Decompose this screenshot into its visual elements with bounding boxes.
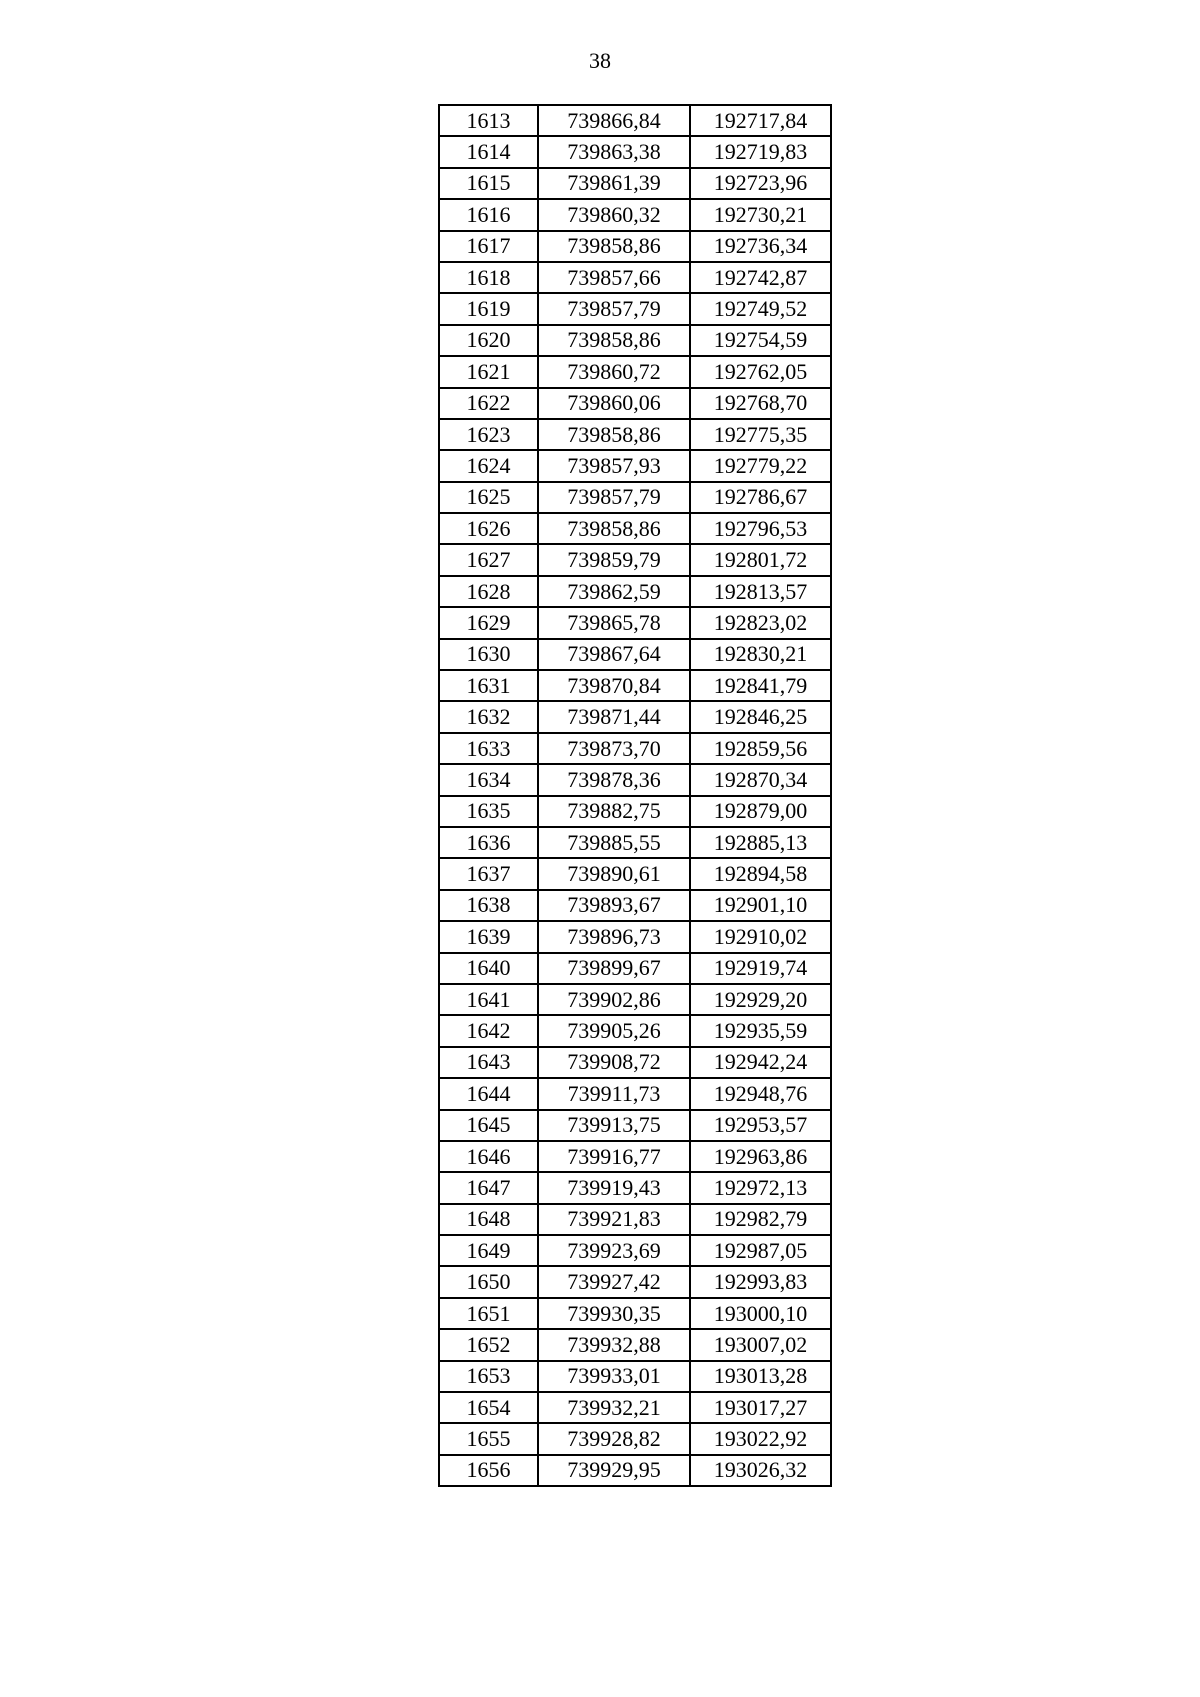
- y-coordinate-cell: 192993,83: [690, 1266, 831, 1297]
- point-number-cell: 1646: [439, 1141, 538, 1172]
- point-number-cell: 1635: [439, 796, 538, 827]
- table-row: [439, 607, 831, 638]
- page-number: 38: [589, 48, 611, 73]
- y-coordinate-cell: 193026,32: [690, 1455, 831, 1486]
- point-number-cell: 1633: [439, 733, 538, 764]
- x-coordinate-cell: 739919,43: [538, 1172, 690, 1203]
- y-coordinate-cell: 192910,02: [690, 921, 831, 952]
- x-coordinate-cell: 739896,73: [538, 921, 690, 952]
- x-coordinate-cell: 739913,75: [538, 1110, 690, 1141]
- point-number-cell: 1617: [439, 231, 538, 262]
- table-row: [439, 858, 831, 889]
- point-number-cell: 1622: [439, 388, 538, 419]
- y-coordinate-cell: 192779,22: [690, 450, 831, 481]
- x-coordinate-cell: 739930,35: [538, 1298, 690, 1329]
- x-coordinate-cell: 739858,86: [538, 231, 690, 262]
- point-number-cell: 1648: [439, 1204, 538, 1235]
- y-coordinate-cell: 192796,53: [690, 513, 831, 544]
- table-row: [439, 168, 831, 199]
- x-coordinate-cell: 739873,70: [538, 733, 690, 764]
- point-number-cell: 1651: [439, 1298, 538, 1329]
- x-coordinate-cell: 739858,86: [538, 513, 690, 544]
- y-coordinate-cell: 192786,67: [690, 482, 831, 513]
- point-number-cell: 1614: [439, 136, 538, 167]
- y-coordinate-cell: 192730,21: [690, 199, 831, 230]
- x-coordinate-cell: 739893,67: [538, 890, 690, 921]
- point-number-cell: 1618: [439, 262, 538, 293]
- point-number-cell: 1619: [439, 293, 538, 324]
- table-row: [439, 1423, 831, 1454]
- coordinates-table-body: [439, 105, 831, 1486]
- y-coordinate-cell: 192749,52: [690, 293, 831, 324]
- y-coordinate-cell: 192953,57: [690, 1110, 831, 1141]
- x-coordinate-cell: 739878,36: [538, 764, 690, 795]
- x-coordinate-cell: 739863,38: [538, 136, 690, 167]
- point-number-cell: 1624: [439, 450, 538, 481]
- table-row: [439, 513, 831, 544]
- y-coordinate-cell: 192813,57: [690, 576, 831, 607]
- point-number-cell: 1623: [439, 419, 538, 450]
- x-coordinate-cell: 739870,84: [538, 670, 690, 701]
- x-coordinate-cell: 739857,66: [538, 262, 690, 293]
- point-number-cell: 1640: [439, 953, 538, 984]
- point-number-cell: 1630: [439, 639, 538, 670]
- table-row: [439, 1110, 831, 1141]
- table-row: [439, 1392, 831, 1423]
- y-coordinate-cell: 192963,86: [690, 1141, 831, 1172]
- x-coordinate-cell: 739916,77: [538, 1141, 690, 1172]
- y-coordinate-cell: 192830,21: [690, 639, 831, 670]
- y-coordinate-cell: 193000,10: [690, 1298, 831, 1329]
- table-row: [439, 544, 831, 575]
- x-coordinate-cell: 739860,06: [538, 388, 690, 419]
- point-number-cell: 1628: [439, 576, 538, 607]
- table-row: [439, 733, 831, 764]
- table-row: [439, 639, 831, 670]
- y-coordinate-cell: 192972,13: [690, 1172, 831, 1203]
- y-coordinate-cell: 192846,25: [690, 701, 831, 732]
- point-number-cell: 1650: [439, 1266, 538, 1297]
- table-row: [439, 1361, 831, 1392]
- y-coordinate-cell: 193013,28: [690, 1361, 831, 1392]
- x-coordinate-cell: 739921,83: [538, 1204, 690, 1235]
- x-coordinate-cell: 739866,84: [538, 105, 690, 136]
- x-coordinate-cell: 739927,42: [538, 1266, 690, 1297]
- y-coordinate-cell: 192736,34: [690, 231, 831, 262]
- x-coordinate-cell: 739857,93: [538, 450, 690, 481]
- coordinates-table: [438, 104, 832, 1487]
- x-coordinate-cell: 739933,01: [538, 1361, 690, 1392]
- x-coordinate-cell: 739860,72: [538, 356, 690, 387]
- table-row: [439, 1235, 831, 1266]
- y-coordinate-cell: 192929,20: [690, 984, 831, 1015]
- point-number-cell: 1641: [439, 984, 538, 1015]
- table-row: [439, 827, 831, 858]
- y-coordinate-cell: 192987,05: [690, 1235, 831, 1266]
- point-number-cell: 1643: [439, 1047, 538, 1078]
- x-coordinate-cell: 739923,69: [538, 1235, 690, 1266]
- table-row: [439, 136, 831, 167]
- y-coordinate-cell: 192901,10: [690, 890, 831, 921]
- table-row: [439, 1266, 831, 1297]
- table-row: [439, 419, 831, 450]
- y-coordinate-cell: 192879,00: [690, 796, 831, 827]
- x-coordinate-cell: 739932,21: [538, 1392, 690, 1423]
- point-number-cell: 1626: [439, 513, 538, 544]
- table-row: [439, 953, 831, 984]
- y-coordinate-cell: 192801,72: [690, 544, 831, 575]
- x-coordinate-cell: 739908,72: [538, 1047, 690, 1078]
- point-number-cell: 1615: [439, 168, 538, 199]
- y-coordinate-cell: 192723,96: [690, 168, 831, 199]
- table-row: [439, 199, 831, 230]
- point-number-cell: 1625: [439, 482, 538, 513]
- x-coordinate-cell: 739862,59: [538, 576, 690, 607]
- x-coordinate-cell: 739867,64: [538, 639, 690, 670]
- x-coordinate-cell: 739932,88: [538, 1329, 690, 1360]
- table-row: [439, 388, 831, 419]
- table-row: [439, 325, 831, 356]
- y-coordinate-cell: 192935,59: [690, 1015, 831, 1046]
- y-coordinate-cell: 192754,59: [690, 325, 831, 356]
- point-number-cell: 1656: [439, 1455, 538, 1486]
- table-row: [439, 105, 831, 136]
- x-coordinate-cell: 739861,39: [538, 168, 690, 199]
- y-coordinate-cell: 192982,79: [690, 1204, 831, 1235]
- y-coordinate-cell: 192919,74: [690, 953, 831, 984]
- point-number-cell: 1647: [439, 1172, 538, 1203]
- point-number-cell: 1652: [439, 1329, 538, 1360]
- y-coordinate-cell: 192885,13: [690, 827, 831, 858]
- x-coordinate-cell: 739858,86: [538, 419, 690, 450]
- y-coordinate-cell: 192742,87: [690, 262, 831, 293]
- point-number-cell: 1655: [439, 1423, 538, 1454]
- point-number-cell: 1632: [439, 701, 538, 732]
- table-row: [439, 1172, 831, 1203]
- table-row: [439, 1455, 831, 1486]
- y-coordinate-cell: 192894,58: [690, 858, 831, 889]
- y-coordinate-cell: 192942,24: [690, 1047, 831, 1078]
- y-coordinate-cell: 192762,05: [690, 356, 831, 387]
- table-row: [439, 890, 831, 921]
- y-coordinate-cell: 192768,70: [690, 388, 831, 419]
- table-row: [439, 921, 831, 952]
- table-row: [439, 984, 831, 1015]
- table-row: [439, 1015, 831, 1046]
- table-row: [439, 1047, 831, 1078]
- x-coordinate-cell: 739857,79: [538, 482, 690, 513]
- table-row: [439, 796, 831, 827]
- table-row: [439, 231, 831, 262]
- x-coordinate-cell: 739890,61: [538, 858, 690, 889]
- point-number-cell: 1636: [439, 827, 538, 858]
- point-number-cell: 1645: [439, 1110, 538, 1141]
- x-coordinate-cell: 739899,67: [538, 953, 690, 984]
- table-row: [439, 576, 831, 607]
- table-row: [439, 670, 831, 701]
- point-number-cell: 1642: [439, 1015, 538, 1046]
- y-coordinate-cell: 192823,02: [690, 607, 831, 638]
- point-number-cell: 1654: [439, 1392, 538, 1423]
- table-row: [439, 1204, 831, 1235]
- x-coordinate-cell: 739860,32: [538, 199, 690, 230]
- table-row: [439, 701, 831, 732]
- table-row: [439, 356, 831, 387]
- point-number-cell: 1638: [439, 890, 538, 921]
- y-coordinate-cell: 193022,92: [690, 1423, 831, 1454]
- point-number-cell: 1613: [439, 105, 538, 136]
- point-number-cell: 1639: [439, 921, 538, 952]
- table-row: [439, 293, 831, 324]
- x-coordinate-cell: 739885,55: [538, 827, 690, 858]
- y-coordinate-cell: 192870,34: [690, 764, 831, 795]
- y-coordinate-cell: 192775,35: [690, 419, 831, 450]
- table-row: [439, 1298, 831, 1329]
- point-number-cell: 1621: [439, 356, 538, 387]
- x-coordinate-cell: 739871,44: [538, 701, 690, 732]
- table-row: [439, 1329, 831, 1360]
- point-number-cell: 1616: [439, 199, 538, 230]
- point-number-cell: 1644: [439, 1078, 538, 1109]
- point-number-cell: 1653: [439, 1361, 538, 1392]
- point-number-cell: 1631: [439, 670, 538, 701]
- x-coordinate-cell: 739902,86: [538, 984, 690, 1015]
- point-number-cell: 1629: [439, 607, 538, 638]
- table-row: [439, 482, 831, 513]
- point-number-cell: 1620: [439, 325, 538, 356]
- point-number-cell: 1627: [439, 544, 538, 575]
- x-coordinate-cell: 739905,26: [538, 1015, 690, 1046]
- y-coordinate-cell: 192719,83: [690, 136, 831, 167]
- point-number-cell: 1649: [439, 1235, 538, 1266]
- y-coordinate-cell: 192841,79: [690, 670, 831, 701]
- table-row: [439, 262, 831, 293]
- table-row: [439, 764, 831, 795]
- table-row: [439, 450, 831, 481]
- point-number-cell: 1637: [439, 858, 538, 889]
- x-coordinate-cell: 739857,79: [538, 293, 690, 324]
- x-coordinate-cell: 739882,75: [538, 796, 690, 827]
- y-coordinate-cell: 192717,84: [690, 105, 831, 136]
- x-coordinate-cell: 739858,86: [538, 325, 690, 356]
- table-row: [439, 1078, 831, 1109]
- y-coordinate-cell: 192948,76: [690, 1078, 831, 1109]
- x-coordinate-cell: 739865,78: [538, 607, 690, 638]
- y-coordinate-cell: 193017,27: [690, 1392, 831, 1423]
- x-coordinate-cell: 739911,73: [538, 1078, 690, 1109]
- y-coordinate-cell: 192859,56: [690, 733, 831, 764]
- x-coordinate-cell: 739859,79: [538, 544, 690, 575]
- x-coordinate-cell: 739928,82: [538, 1423, 690, 1454]
- point-number-cell: 1634: [439, 764, 538, 795]
- table-row: [439, 1141, 831, 1172]
- x-coordinate-cell: 739929,95: [538, 1455, 690, 1486]
- y-coordinate-cell: 193007,02: [690, 1329, 831, 1360]
